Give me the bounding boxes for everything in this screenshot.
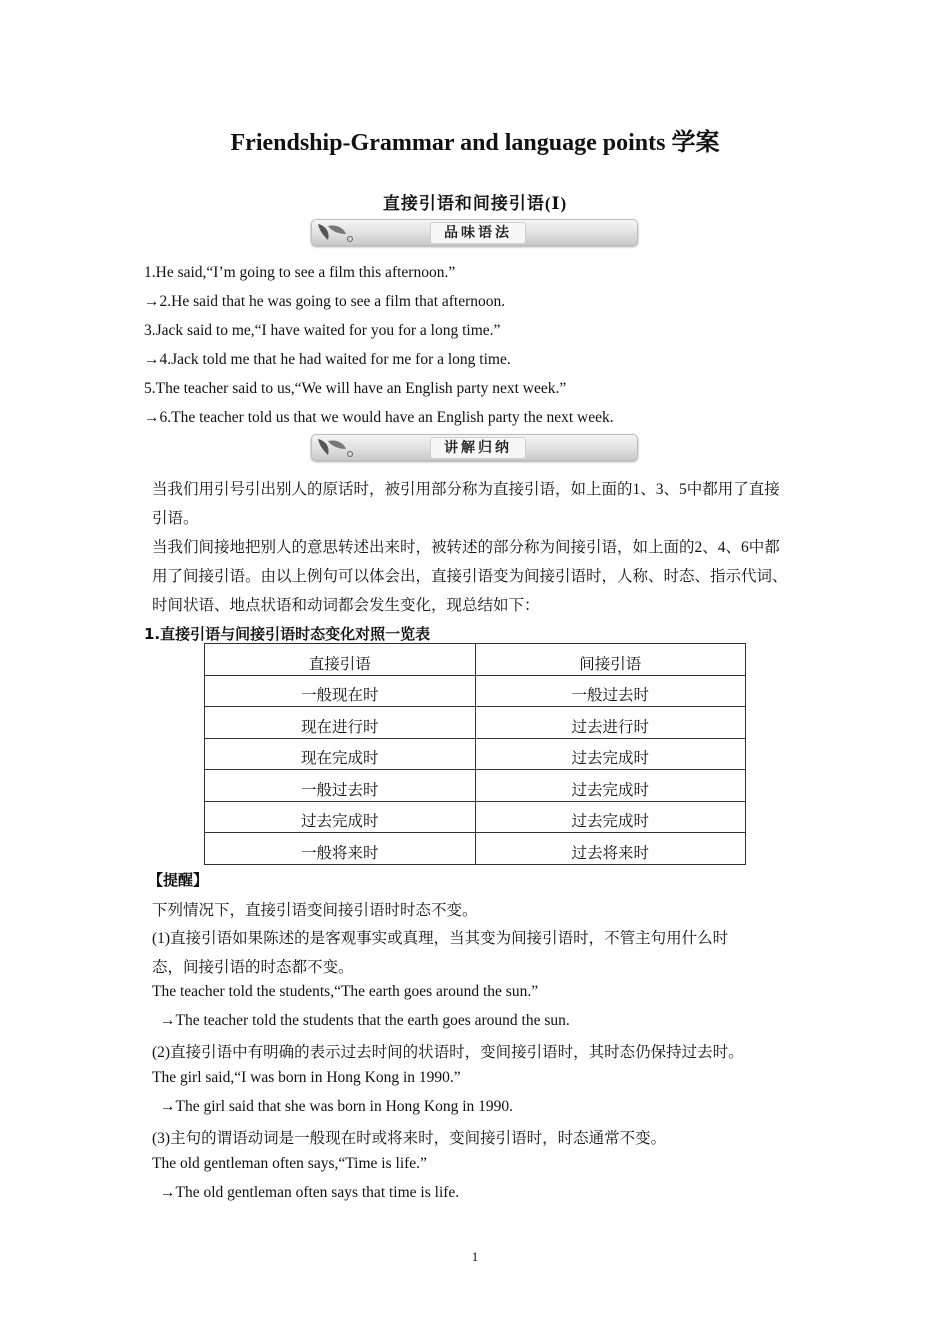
- example-indirect-2: →The girl said that she was born in Hong Kong in 1990.: [160, 1098, 514, 1115]
- column-header: 直接引语: [205, 644, 476, 676]
- reminder-intro: 下列情况下，直接引语变间接引语时时态不变。: [152, 902, 478, 919]
- page-title: Friendship-Grammar and language points 学案: [230, 130, 720, 156]
- example-line: →2.He said that he was going to see a film that afternoon.: [144, 293, 506, 310]
- table-row: [205, 801, 746, 833]
- table-cell: 一般过去时: [475, 675, 746, 707]
- explanation-paragraph-2: 当我们间接地把别人的意思转述出来时，被转述的部分称为间接引语，如上面的2、4、6中都用了间接引语。由以上例句可以体会出，直接引语变为间接引语时，人称、时态、指示代词、时间状语、地点状语和动词都会发生变化，现总结如下：: [152, 539, 788, 614]
- table-cell: 过去完成时: [475, 738, 746, 770]
- table-row: [205, 833, 746, 865]
- example-indirect-3: →The old gentleman often says that time is life.: [160, 1184, 460, 1201]
- example-direct-3: The old gentleman often says,“Time is life.”: [152, 1155, 427, 1172]
- flower-icon: [316, 222, 358, 244]
- banner-explain: [311, 434, 638, 461]
- section-subtitle: 直接引语和间接引语(Ⅰ): [382, 194, 568, 213]
- table-cell: 现在进行时: [205, 707, 476, 739]
- column-header: 间接引语: [475, 644, 746, 676]
- rule-1: (1)直接引语如果陈述的是客观事实或真理，当其变为间接引语时，不管主句用什么时: [152, 930, 729, 947]
- table-cell: 一般现在时: [205, 675, 476, 707]
- table-cell: 过去完成时: [205, 801, 476, 833]
- table-row: [205, 770, 746, 802]
- table-row: [205, 675, 746, 707]
- table-row: [205, 738, 746, 770]
- example-line: →4.Jack told me that he had waited for me for a long time.: [144, 351, 511, 368]
- example-direct-2: The girl said,“I was born in Hong Kong in 1990.”: [152, 1069, 461, 1086]
- table-heading: 1.直接引语与间接引语时态变化对照一览表: [144, 625, 431, 643]
- example-line: 3.Jack said to me,“I have waited for you for a long time.”: [144, 322, 501, 339]
- example-line: 1.He said,“I’m going to see a film this afternoon.”: [144, 264, 456, 281]
- example-direct-1: The teacher told the students,“The earth goes around the sun.”: [152, 983, 539, 1000]
- explanation-paragraph-1: 当我们用引号引出别人的原话时，被引用部分称为直接引语，如上面的1、3、5中都用了直接引语。: [152, 481, 780, 527]
- tense-table: [204, 643, 746, 865]
- page-number: 1: [471, 1249, 479, 1264]
- example-line: →6.The teacher told us that we would have an English party the next week.: [144, 409, 614, 426]
- table-cell: 过去进行时: [475, 707, 746, 739]
- rule-1-cont: 态，间接引语的时态都不变。: [152, 959, 354, 976]
- table-row: [205, 707, 746, 739]
- rule-2: (2)直接引语中有明确的表示过去时间的状语时，变间接引语时，其时态仍保持过去时。: [152, 1044, 744, 1061]
- rule-3: (3)主句的谓语动词是一般现在时或将来时，变间接引语时，时态通常不变。: [152, 1130, 667, 1147]
- table-cell: 过去完成时: [475, 770, 746, 802]
- example-line: 5.The teacher said to us,“We will have an English party next week.”: [144, 380, 567, 397]
- example-indirect-1: →The teacher told the students that the earth goes around the sun.: [160, 1012, 570, 1029]
- table-cell: 一般将来时: [205, 833, 476, 865]
- table-header-row: [205, 644, 746, 676]
- table-cell: 过去将来时: [475, 833, 746, 865]
- table-cell: 一般过去时: [205, 770, 476, 802]
- flower-icon: [316, 437, 358, 459]
- banner-grammar: [311, 219, 638, 246]
- banner-grammar-label: 品味语法: [430, 222, 526, 244]
- banner-explain-label: 讲解归纳: [430, 437, 526, 459]
- table-cell: 过去完成时: [475, 801, 746, 833]
- table-cell: 现在完成时: [205, 738, 476, 770]
- reminder-heading: 【提醒】: [148, 871, 209, 889]
